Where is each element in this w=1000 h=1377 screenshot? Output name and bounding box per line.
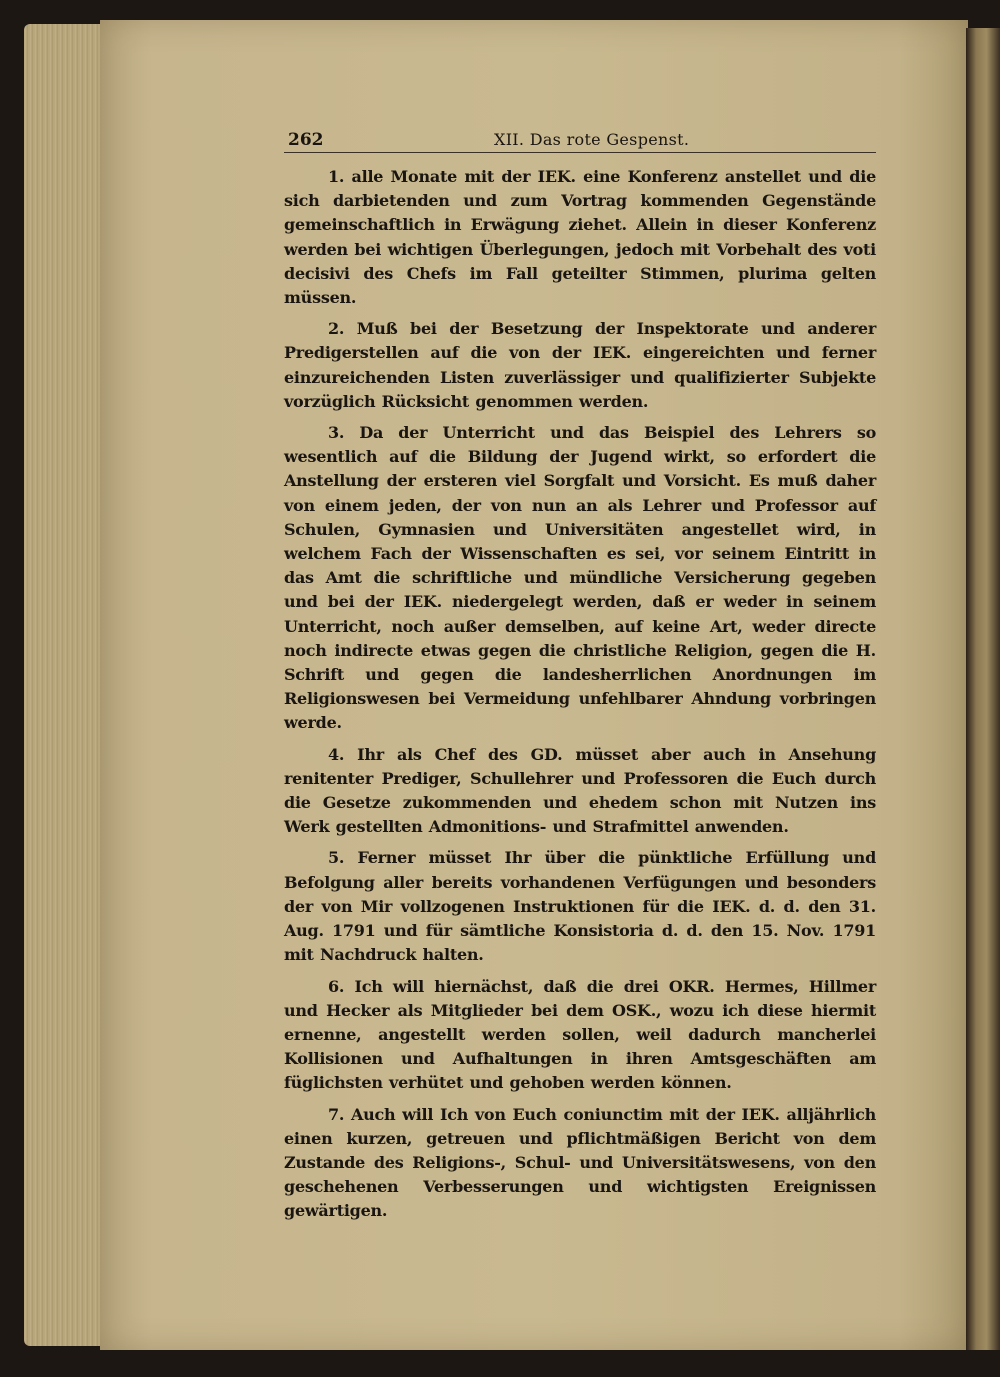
paragraph-4: 4. Ihr als Chef des GD. müsset aber auch in Ansehung renitenter Prediger, Schullehrer und Professoren die Euch durch die Gesetze zukommenden und ehedem schon mit Nutzen ins Werk gestellten Admonitions- und Strafmittel anwenden. [284,744,876,837]
book-spine-edge [966,28,1000,1350]
paragraph-3: 3. Da der Unterricht und das Beispiel des Lehrers so wesentlich auf die Bildung der Jugend wirkt, so erfordert die Anstellung der ersteren viel Sorgfalt und Vorsicht. Es muß daher von einem jeden, der von nun an als Lehrer und Professor auf Schulen, Gymnasien und Universitäten angestellet wird, in welchem Fach der Wissenschaften es sei, vor seinem Eintritt in das Amt die schriftliche und mündliche Versicherung gegeben und bei der IEK. niedergelegt werden, daß er weder in seinem Unterricht, noch außer demselben, auf keine Art, weder directe noch indirecte etwas gegen die christliche Religion, gegen die H. Schrift und gegen die landesherrlichen Anordnungen im Religionswesen bei Vermeidung unfehlbarer Ahndung vorbringen werde. [284,423,876,733]
paragraph-7: 7. Auch will Ich von Euch coniunctim mit der IEK. alljährlich einen kurzen, getreuen und pflichtmäßigen Bericht von dem Zustande des Religions-, Schul- und Universitätswesens, von den geschehenen Verbesserungen und wichtigsten Ereignissen gewärtigen. [284,1104,876,1221]
running-title: XII. Das rote Gespenst. [494,130,690,149]
paragraph-5: 5. Ferner müsset Ihr über die pünktliche Erfüllung und Befolgung aller bereits vorhandenen Verfügungen und besonders der von Mir vollzogenen Instruktionen für die IEK. d. d. den 31. Aug. 1791 und für sämtliche Konsistoria d. d. den 15. Nov. 1791 mit Nachdruck halten. [284,848,876,965]
page-header [284,128,876,153]
page-number: 262 [288,130,324,150]
paragraph-6: 6. Ich will hiernächst, daß die drei OKR. Hermes, Hillmer und Hecker als Mitglieder bei dem OSK., wozu ich diese hiermit ernenne, angestellt werden sollen, weil dadurch mancherlei Kollisionen und Aufhaltungen in ihren Amtsgeschäften am füglichsten verhütet und gehoben werden können. [284,976,876,1093]
paragraph-1: 1. alle Monate mit der IEK. eine Konferenz anstellet und die sich darbietenden und zum Vortrag kommenden Gegenstände gemeinschaftlich in Erwägung ziehet. Allein in dieser Konferenz werden bei wichtigen Überlegungen, jedoch mit Vorbehalt des voti decisivi des Chefs im Fall geteilter Stimmen, plurima gelten müssen. [284,167,876,308]
paragraph-2: 2. Muß bei der Besetzung der Inspektorate und anderer Predigerstellen auf die von der IEK. eingereichten und ferner einzureichenden Listen zuverlässiger und qualifizierter Subjekte vorzüglich Rücksicht genommen werden. [284,319,876,411]
page-text-block [284,128,876,1231]
